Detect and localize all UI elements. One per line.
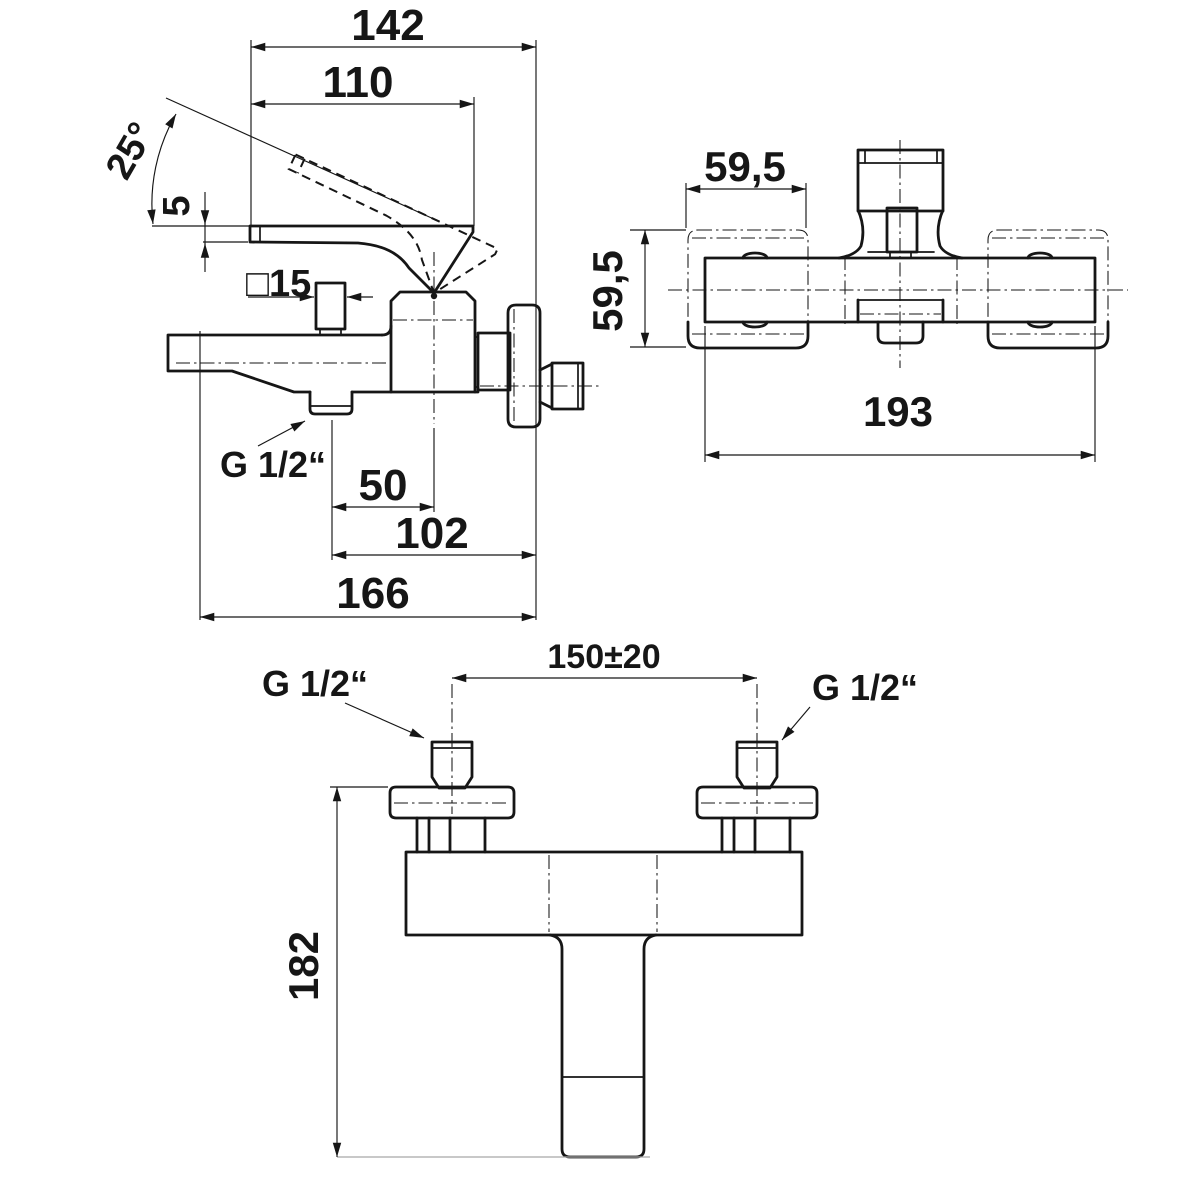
dim-escutcheon-width-label: 59,5	[704, 143, 786, 190]
dim-outlet-to-wall-label: 102	[395, 509, 469, 558]
dim-angle-label: 25°	[98, 115, 164, 187]
dim-lever-tip-label: 5	[156, 195, 198, 217]
dim-overall-height-label: 182	[280, 930, 327, 1002]
thread-label-right: G 1/2“	[812, 667, 919, 708]
dim-escutcheon-height-label: 59,5	[584, 250, 631, 332]
dim-outlet-to-body-label: 50	[358, 461, 408, 510]
dim-total-projection-label: 166	[336, 569, 410, 618]
thread-label-side: G 1/2“	[220, 444, 327, 485]
dim-total-width-label: 142	[351, 1, 425, 50]
dim-handle-length-label: 110	[322, 58, 394, 107]
dim-connection-centres-label: 150±20	[547, 638, 661, 676]
dim-overall-width-label: 193	[862, 388, 934, 435]
thread-label-left: G 1/2“	[262, 663, 369, 704]
dim-diverter-square-label: □15	[246, 263, 312, 305]
